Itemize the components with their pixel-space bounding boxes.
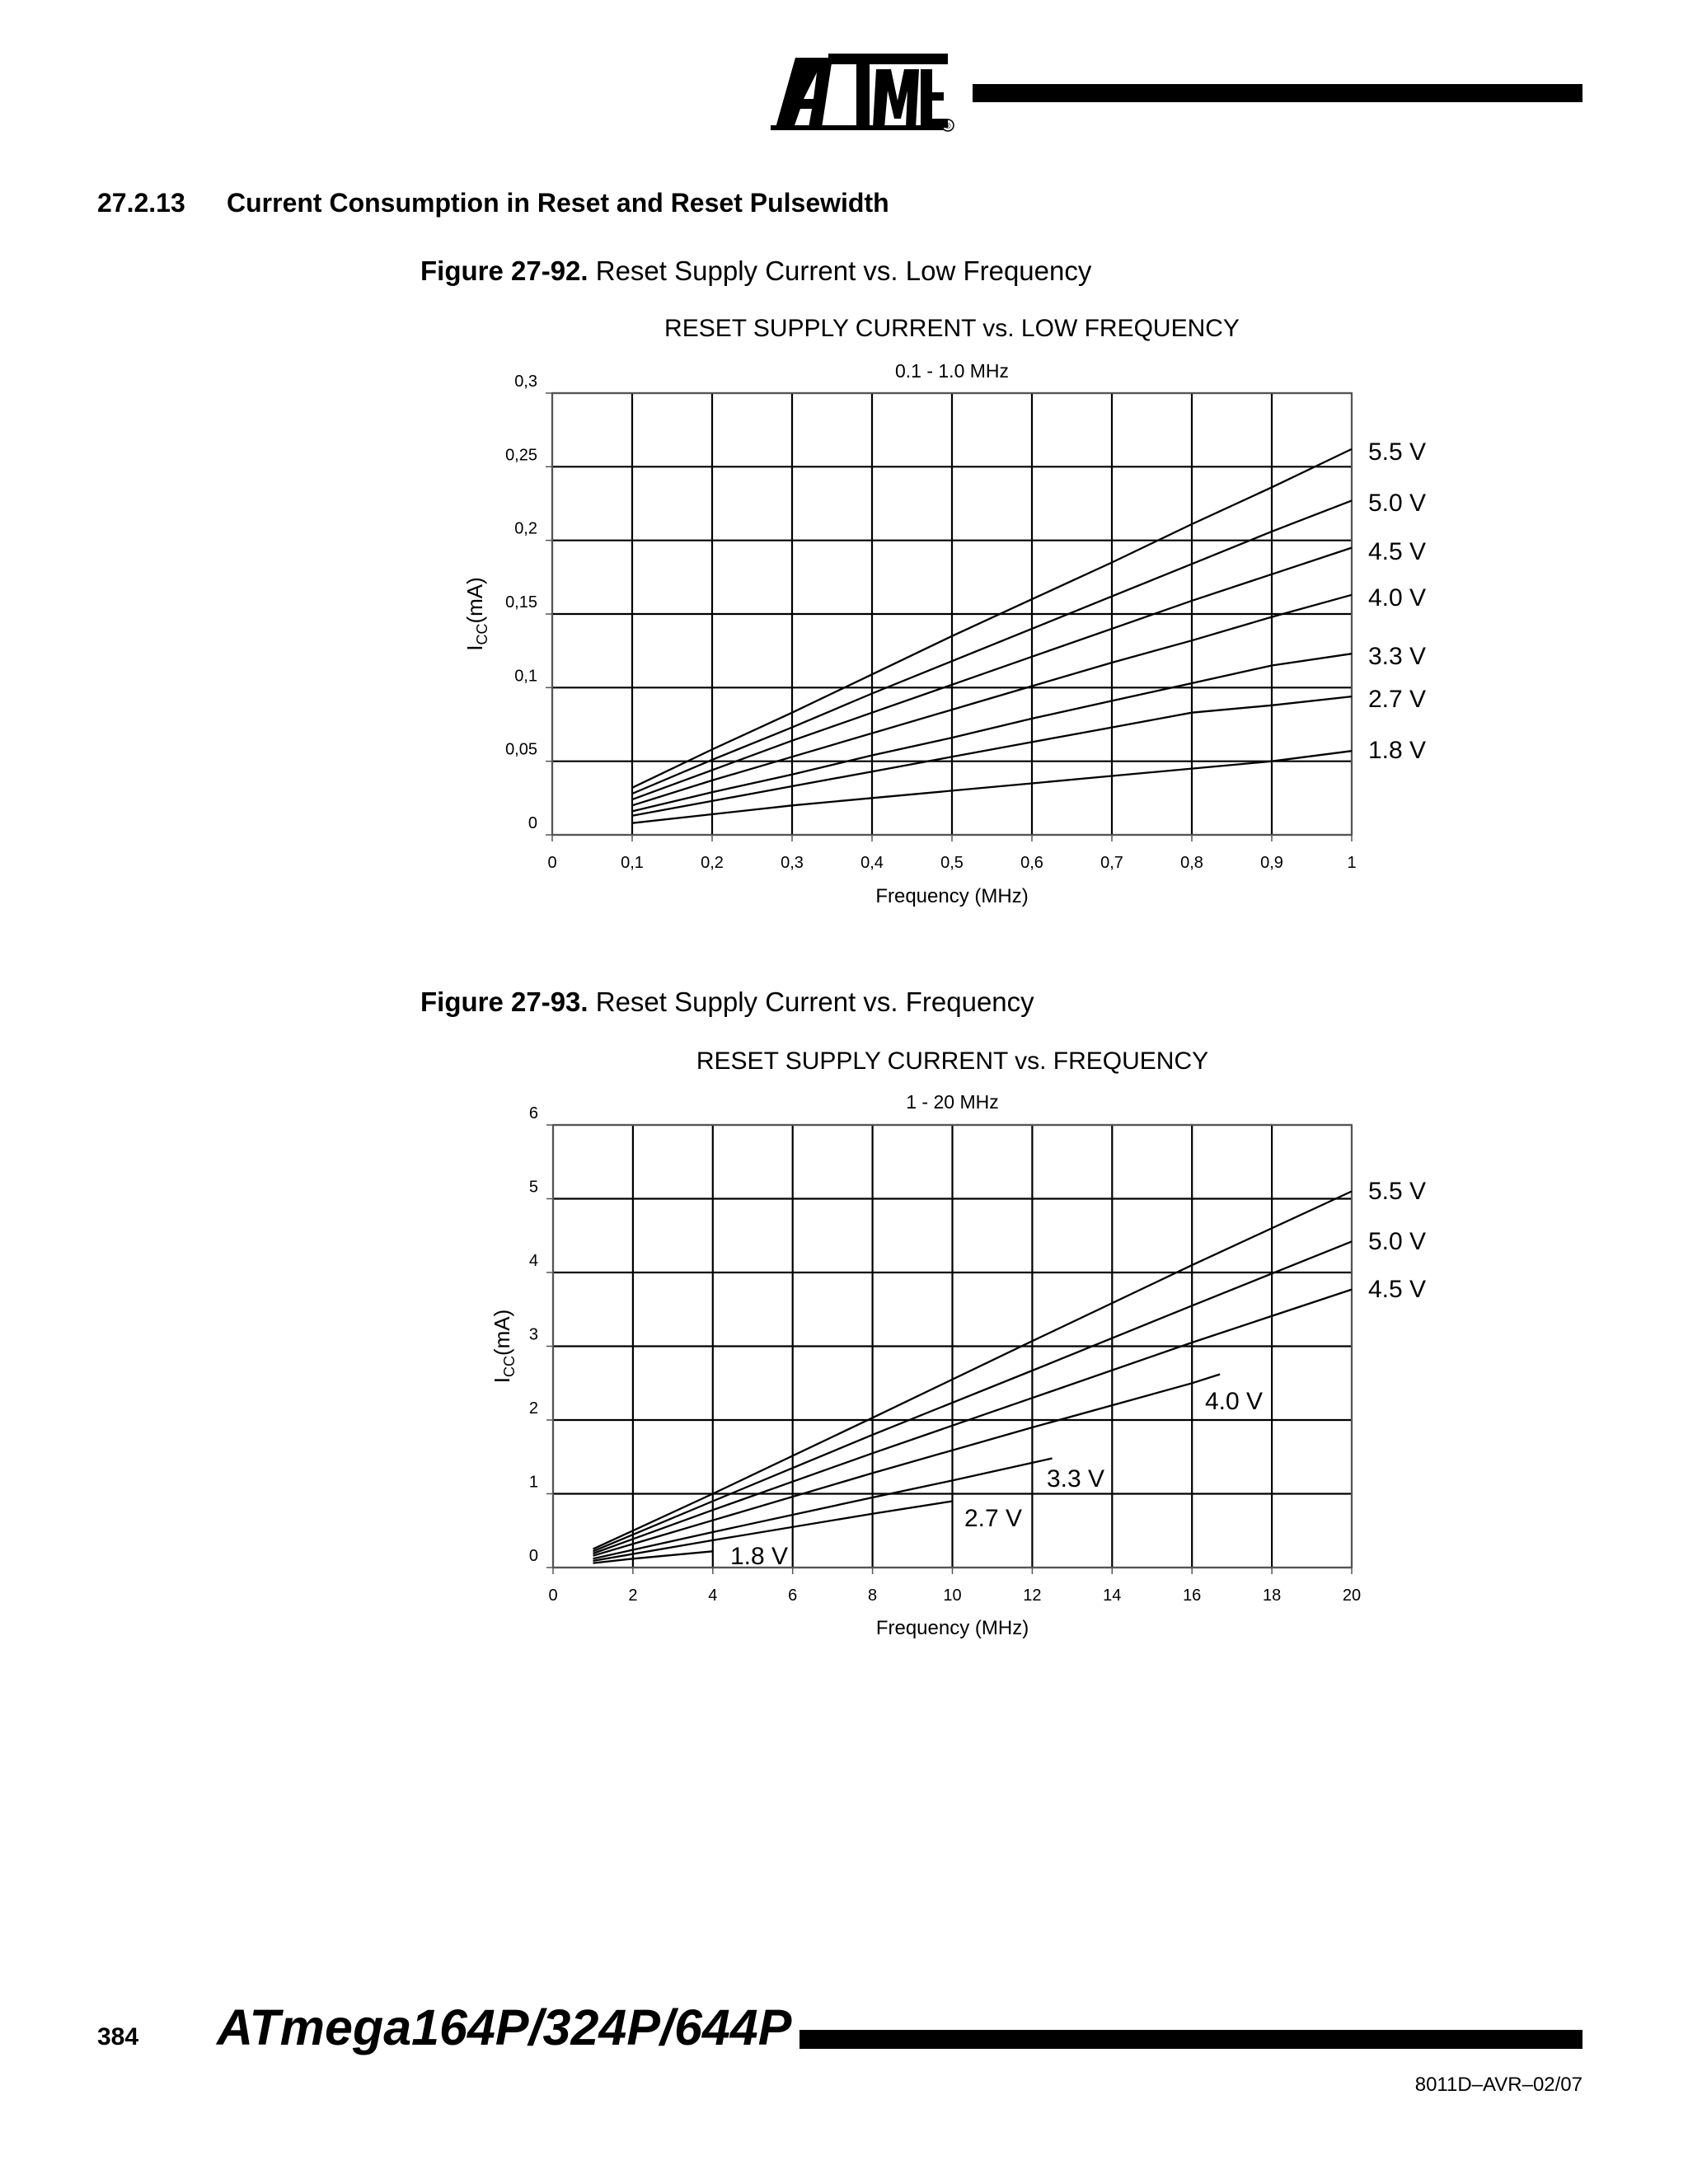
document-title: ATmega164P/324P/644P <box>217 1999 792 2055</box>
y-tick-label: 0,05 <box>505 740 537 759</box>
x-axis-label: Frequency (MHz) <box>875 1617 1029 1639</box>
x-tick-label: 8 <box>868 1586 878 1605</box>
series-label: 3.3 V <box>1368 643 1427 670</box>
x-tick-label: 0,7 <box>1100 854 1123 872</box>
x-tick-label: 0,9 <box>1260 854 1283 872</box>
figure-label: Figure 27-93. <box>420 987 588 1017</box>
x-tick-label: 0,5 <box>940 854 964 872</box>
y-tick-label: 3 <box>528 1325 538 1344</box>
x-tick-label: 4 <box>708 1586 718 1605</box>
x-tick-label: 0 <box>548 1586 558 1605</box>
series-label: 4.5 V <box>1368 1276 1427 1303</box>
x-tick-label: 0,6 <box>1020 854 1043 872</box>
x-tick-label: 0,8 <box>1180 854 1203 872</box>
series-label: 3.3 V <box>1047 1465 1105 1493</box>
y-tick-label: 0,25 <box>505 446 537 465</box>
series-label: 5.0 V <box>1368 1228 1427 1255</box>
x-tick-label: 14 <box>1103 1586 1122 1605</box>
x-tick-label: 10 <box>943 1586 962 1605</box>
section-number: 27.2.13 <box>97 188 185 218</box>
footer-rule <box>799 2030 1582 2049</box>
x-tick-label: 18 <box>1262 1586 1282 1605</box>
series-label: 5.0 V <box>1368 490 1427 517</box>
x-tick-label: 12 <box>1023 1586 1042 1605</box>
y-tick-label: 0,2 <box>514 519 537 538</box>
series-label: 4.0 V <box>1368 584 1427 612</box>
x-tick-label: 0,4 <box>860 854 884 872</box>
figure-caption-text: Reset Supply Current vs. Low Frequency <box>595 255 1092 286</box>
series-label: 5.5 V <box>1368 438 1427 466</box>
y-tick-label: 2 <box>528 1399 538 1418</box>
series-label: 2.7 V <box>964 1505 1023 1532</box>
x-tick-label: 2 <box>628 1586 638 1605</box>
x-tick-label: 0,3 <box>781 854 804 872</box>
chart-title: RESET SUPPLY CURRENT vs. LOW FREQUENCY <box>664 315 1240 342</box>
x-axis-label: Frequency (MHz) <box>875 885 1029 907</box>
x-tick-label: 0 <box>547 854 557 872</box>
series-label: 4.5 V <box>1368 538 1427 565</box>
series-label: 2.7 V <box>1368 686 1427 713</box>
series-label: 1.8 V <box>1368 737 1427 764</box>
y-tick-label: 0,1 <box>514 667 537 686</box>
figure-caption-text: Reset Supply Current vs. Frequency <box>595 987 1034 1017</box>
y-tick-label: 4 <box>528 1252 538 1270</box>
x-tick-label: 1 <box>1347 854 1357 872</box>
series-label: 4.0 V <box>1205 1388 1264 1415</box>
registered-mark: ® <box>945 122 951 131</box>
y-axis-label: $I_{CC}(mA)$ <box>462 577 490 651</box>
y-tick-label: 0 <box>528 1547 538 1565</box>
y-axis-label: $I_{CC}(mA)$ <box>490 1309 518 1384</box>
x-tick-label: 16 <box>1183 1586 1202 1605</box>
y-tick-label: 0 <box>528 814 537 832</box>
chart-title: RESET SUPPLY CURRENT vs. FREQUENCY <box>696 1047 1209 1075</box>
y-tick-label: 1 <box>528 1473 538 1492</box>
x-tick-label: 0,2 <box>701 854 724 872</box>
y-tick-label: 0,3 <box>514 373 537 391</box>
chart-subtitle: 1 - 20 MHz <box>906 1091 999 1113</box>
chart-subtitle: 0.1 - 1.0 MHz <box>894 360 1010 382</box>
y-tick-label: 6 <box>528 1104 538 1122</box>
section-title: Current Consumption in Reset and Reset Pulsewidth <box>227 188 889 218</box>
y-tick-label: 5 <box>528 1178 538 1197</box>
page-number: 384 <box>97 2023 139 2050</box>
series-line-55v <box>593 1192 1353 1549</box>
x-tick-label: 6 <box>788 1586 798 1605</box>
y-tick-label: 0,15 <box>505 593 537 612</box>
series-label: 1.8 V <box>730 1543 789 1570</box>
x-tick-label: 0,1 <box>621 854 644 872</box>
figure-label: Figure 27-92. <box>420 255 588 286</box>
series-label: 5.5 V <box>1368 1178 1427 1205</box>
x-tick-label: 20 <box>1342 1586 1362 1605</box>
document-code: 8011D–AVR–02/07 <box>1414 2074 1582 2096</box>
